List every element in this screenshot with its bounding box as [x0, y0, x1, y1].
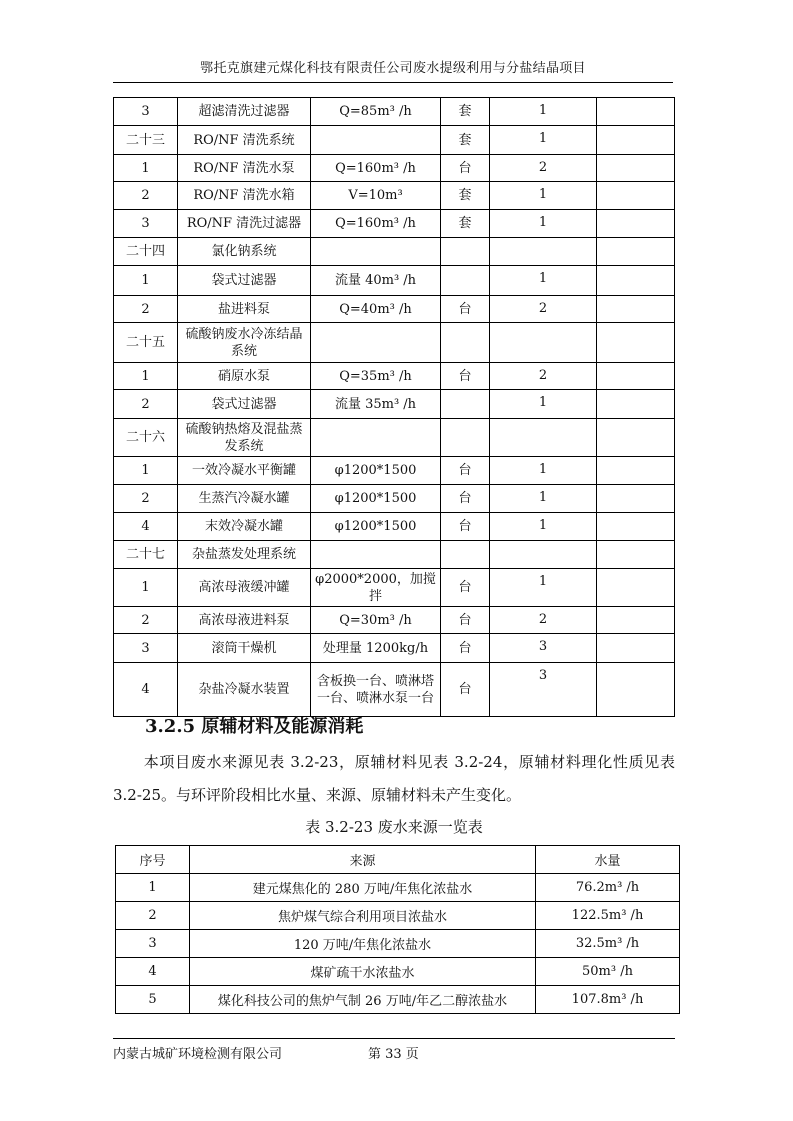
- equipment-spec: φ1200*1500: [311, 457, 441, 485]
- equipment-quantity: 2: [490, 155, 597, 182]
- footer-divider: [113, 1038, 675, 1039]
- equipment-name: 滚筒干燥机: [178, 634, 311, 663]
- table-row: [114, 182, 675, 210]
- equipment-quantity: 1: [490, 569, 597, 607]
- equipment-quantity: 1: [490, 266, 597, 296]
- equipment-quantity: [490, 238, 597, 266]
- row-number: 1: [114, 155, 178, 182]
- table-caption: 表 3.2-23 废水来源一览表: [305, 818, 483, 836]
- section-heading: 3.2.5 原辅材料及能源消耗: [145, 716, 364, 737]
- equipment-quantity: 1: [490, 98, 597, 126]
- equipment-quantity: 2: [490, 296, 597, 323]
- column-header-source: 来源: [190, 846, 536, 874]
- table-row: [114, 541, 675, 569]
- equipment-unit: [441, 323, 490, 363]
- equipment-name: RO/NF 清洗过滤器: [178, 210, 311, 238]
- equipment-name: 杂盐蒸发处理系统: [178, 541, 311, 569]
- equipment-unit: 台: [441, 457, 490, 485]
- row-number: 1: [114, 569, 178, 607]
- row-number: 1: [114, 363, 178, 390]
- equipment-spec: φ1200*1500: [311, 485, 441, 513]
- equipment-name: 超滤清洗过滤器: [178, 98, 311, 126]
- row-number: 二十五: [114, 323, 178, 363]
- equipment-unit: [441, 266, 490, 296]
- equipment-unit: 台: [441, 155, 490, 182]
- equipment-spec: Q=35m³ /h: [311, 363, 441, 390]
- row-number: 2: [114, 607, 178, 634]
- equipment-remark: [597, 607, 675, 634]
- row-number: 2: [114, 390, 178, 419]
- equipment-quantity: 1: [490, 126, 597, 155]
- equipment-spec: [311, 238, 441, 266]
- equipment-name: 硫酸钠废水冷冻结晶系统: [178, 323, 311, 363]
- row-number: 2: [114, 485, 178, 513]
- water-volume: 122.5m³ /h: [536, 902, 680, 930]
- equipment-spec: φ1200*1500: [311, 513, 441, 541]
- equipment-quantity: 1: [490, 390, 597, 419]
- equipment-remark: [597, 296, 675, 323]
- row-number: 二十六: [114, 419, 178, 457]
- row-number: 1: [116, 874, 190, 902]
- table-row: [114, 98, 675, 126]
- source-name: 120 万吨/年焦化浓盐水: [190, 930, 536, 958]
- equipment-unit: 套: [441, 210, 490, 238]
- equipment-spec: 流量 40m³ /h: [311, 266, 441, 296]
- equipment-remark: [597, 210, 675, 238]
- equipment-remark: [597, 390, 675, 419]
- table-row: [114, 296, 675, 323]
- equipment-name: 一效冷凝水平衡罐: [178, 457, 311, 485]
- equipment-quantity: 2: [490, 607, 597, 634]
- equipment-spec: V=10m³: [311, 182, 441, 210]
- equipment-remark: [597, 569, 675, 607]
- equipment-remark: [597, 155, 675, 182]
- row-number: 1: [114, 266, 178, 296]
- equipment-name: RO/NF 清洗水箱: [178, 182, 311, 210]
- equipment-remark: [597, 541, 675, 569]
- page-header: 鄂托克旗建元煤化科技有限责任公司废水提级利用与分盐结晶项目: [200, 61, 586, 76]
- row-number: 4: [114, 513, 178, 541]
- row-number: 4: [116, 958, 190, 986]
- row-number: 1: [114, 457, 178, 485]
- table-row: [114, 569, 675, 607]
- equipment-spec: [311, 323, 441, 363]
- row-number: 5: [116, 986, 190, 1014]
- equipment-spec: Q=40m³ /h: [311, 296, 441, 323]
- table-row: [114, 210, 675, 238]
- source-name: 建元煤焦化的 280 万吨/年焦化浓盐水: [190, 874, 536, 902]
- equipment-spec: Q=160m³ /h: [311, 155, 441, 182]
- equipment-remark: [597, 323, 675, 363]
- table-row: [114, 363, 675, 390]
- equipment-unit: 套: [441, 126, 490, 155]
- equipment-unit: [441, 419, 490, 457]
- equipment-name: 氯化钠系统: [178, 238, 311, 266]
- equipment-unit: 台: [441, 296, 490, 323]
- equipment-unit: [441, 238, 490, 266]
- equipment-name: RO/NF 清洗水泵: [178, 155, 311, 182]
- equipment-spec: 流量 35m³ /h: [311, 390, 441, 419]
- row-number: 二十七: [114, 541, 178, 569]
- row-number: 二十三: [114, 126, 178, 155]
- row-number: 3: [116, 930, 190, 958]
- equipment-spec: [311, 419, 441, 457]
- equipment-remark: [597, 419, 675, 457]
- equipment-unit: [441, 541, 490, 569]
- equipment-spec: φ2000*2000，加搅拌: [311, 569, 441, 607]
- table-row: [116, 874, 680, 902]
- equipment-quantity: [490, 419, 597, 457]
- equipment-unit: 台: [441, 663, 490, 717]
- table-row: [114, 634, 675, 663]
- table-row: [116, 930, 680, 958]
- equipment-quantity: [490, 323, 597, 363]
- table-row: [116, 902, 680, 930]
- wastewater-source-table: [115, 845, 680, 1014]
- equipment-quantity: 1: [490, 210, 597, 238]
- equipment-quantity: 1: [490, 485, 597, 513]
- equipment-remark: [597, 363, 675, 390]
- water-volume: 50m³ /h: [536, 958, 680, 986]
- table-row: [116, 986, 680, 1014]
- equipment-name: 硝原水泵: [178, 363, 311, 390]
- row-number: 2: [114, 296, 178, 323]
- row-number: 2: [116, 902, 190, 930]
- equipment-spec: 含板换一台、喷淋塔一台、喷淋水泵一台: [311, 663, 441, 717]
- equipment-quantity: 1: [490, 513, 597, 541]
- equipment-unit: [441, 390, 490, 419]
- equipment-quantity: 3: [490, 663, 597, 717]
- source-name: 焦炉煤气综合利用项目浓盐水: [190, 902, 536, 930]
- equipment-table: [113, 97, 675, 717]
- row-number: 二十四: [114, 238, 178, 266]
- equipment-unit: 台: [441, 513, 490, 541]
- row-number: 3: [114, 98, 178, 126]
- equipment-quantity: 3: [490, 634, 597, 663]
- row-number: 3: [114, 634, 178, 663]
- equipment-unit: 台: [441, 634, 490, 663]
- equipment-spec: 处理量 1200kg/h: [311, 634, 441, 663]
- equipment-remark: [597, 513, 675, 541]
- equipment-name: 末效冷凝水罐: [178, 513, 311, 541]
- table-row: [114, 323, 675, 363]
- equipment-remark: [597, 485, 675, 513]
- body-paragraph: [113, 746, 675, 812]
- table-row: [114, 513, 675, 541]
- table-row: [114, 390, 675, 419]
- equipment-remark: [597, 238, 675, 266]
- equipment-unit: 台: [441, 363, 490, 390]
- table-row: [114, 607, 675, 634]
- table-row: [114, 663, 675, 717]
- water-volume: 107.8m³ /h: [536, 986, 680, 1014]
- table-row: [114, 266, 675, 296]
- column-header-volume: 水量: [536, 846, 680, 874]
- equipment-quantity: [490, 541, 597, 569]
- footer-company: 内蒙古城矿环境检测有限公司: [113, 1047, 283, 1062]
- equipment-remark: [597, 126, 675, 155]
- equipment-unit: 台: [441, 569, 490, 607]
- water-volume: 76.2m³ /h: [536, 874, 680, 902]
- equipment-name: 袋式过滤器: [178, 266, 311, 296]
- water-volume: 32.5m³ /h: [536, 930, 680, 958]
- table-row: [114, 419, 675, 457]
- equipment-name: 高浓母液进料泵: [178, 607, 311, 634]
- table-row: [114, 457, 675, 485]
- row-number: 4: [114, 663, 178, 717]
- table-row: [114, 155, 675, 182]
- header-divider: [113, 82, 673, 83]
- equipment-spec: Q=85m³ /h: [311, 98, 441, 126]
- equipment-spec: [311, 126, 441, 155]
- row-number: 2: [114, 182, 178, 210]
- equipment-remark: [597, 98, 675, 126]
- equipment-remark: [597, 634, 675, 663]
- equipment-name: RO/NF 清洗系统: [178, 126, 311, 155]
- equipment-remark: [597, 457, 675, 485]
- source-name: 煤矿疏干水浓盐水: [190, 958, 536, 986]
- table-row: [114, 238, 675, 266]
- equipment-unit: 套: [441, 182, 490, 210]
- equipment-unit: 台: [441, 607, 490, 634]
- equipment-name: 生蒸汽冷凝水罐: [178, 485, 311, 513]
- page-number: 第 33 页: [368, 1047, 419, 1062]
- equipment-unit: 套: [441, 98, 490, 126]
- equipment-spec: Q=160m³ /h: [311, 210, 441, 238]
- table-row: [114, 126, 675, 155]
- equipment-remark: [597, 182, 675, 210]
- equipment-quantity: 1: [490, 182, 597, 210]
- table-row: [116, 958, 680, 986]
- equipment-spec: [311, 541, 441, 569]
- table-header-row: [116, 846, 680, 874]
- equipment-name: 高浓母液缓冲罐: [178, 569, 311, 607]
- equipment-unit: 台: [441, 485, 490, 513]
- equipment-spec: Q=30m³ /h: [311, 607, 441, 634]
- equipment-name: 硫酸钠热熔及混盐蒸发系统: [178, 419, 311, 457]
- equipment-quantity: 2: [490, 363, 597, 390]
- column-header-number: 序号: [116, 846, 190, 874]
- source-name: 煤化科技公司的焦炉气制 26 万吨/年乙二醇浓盐水: [190, 986, 536, 1014]
- row-number: 3: [114, 210, 178, 238]
- equipment-name: 袋式过滤器: [178, 390, 311, 419]
- paragraph-text: 本项目废水来源见表 3.2-23，原辅材料见表 3.2-24，原辅材料理化性质见表 3.2-25。与环评阶段相比水量、来源、原辅材料未产生变化。: [113, 753, 675, 804]
- equipment-remark: [597, 663, 675, 717]
- equipment-quantity: 1: [490, 457, 597, 485]
- equipment-remark: [597, 266, 675, 296]
- equipment-name: 盐进料泵: [178, 296, 311, 323]
- equipment-name: 杂盐冷凝水装置: [178, 663, 311, 717]
- table-row: [114, 485, 675, 513]
